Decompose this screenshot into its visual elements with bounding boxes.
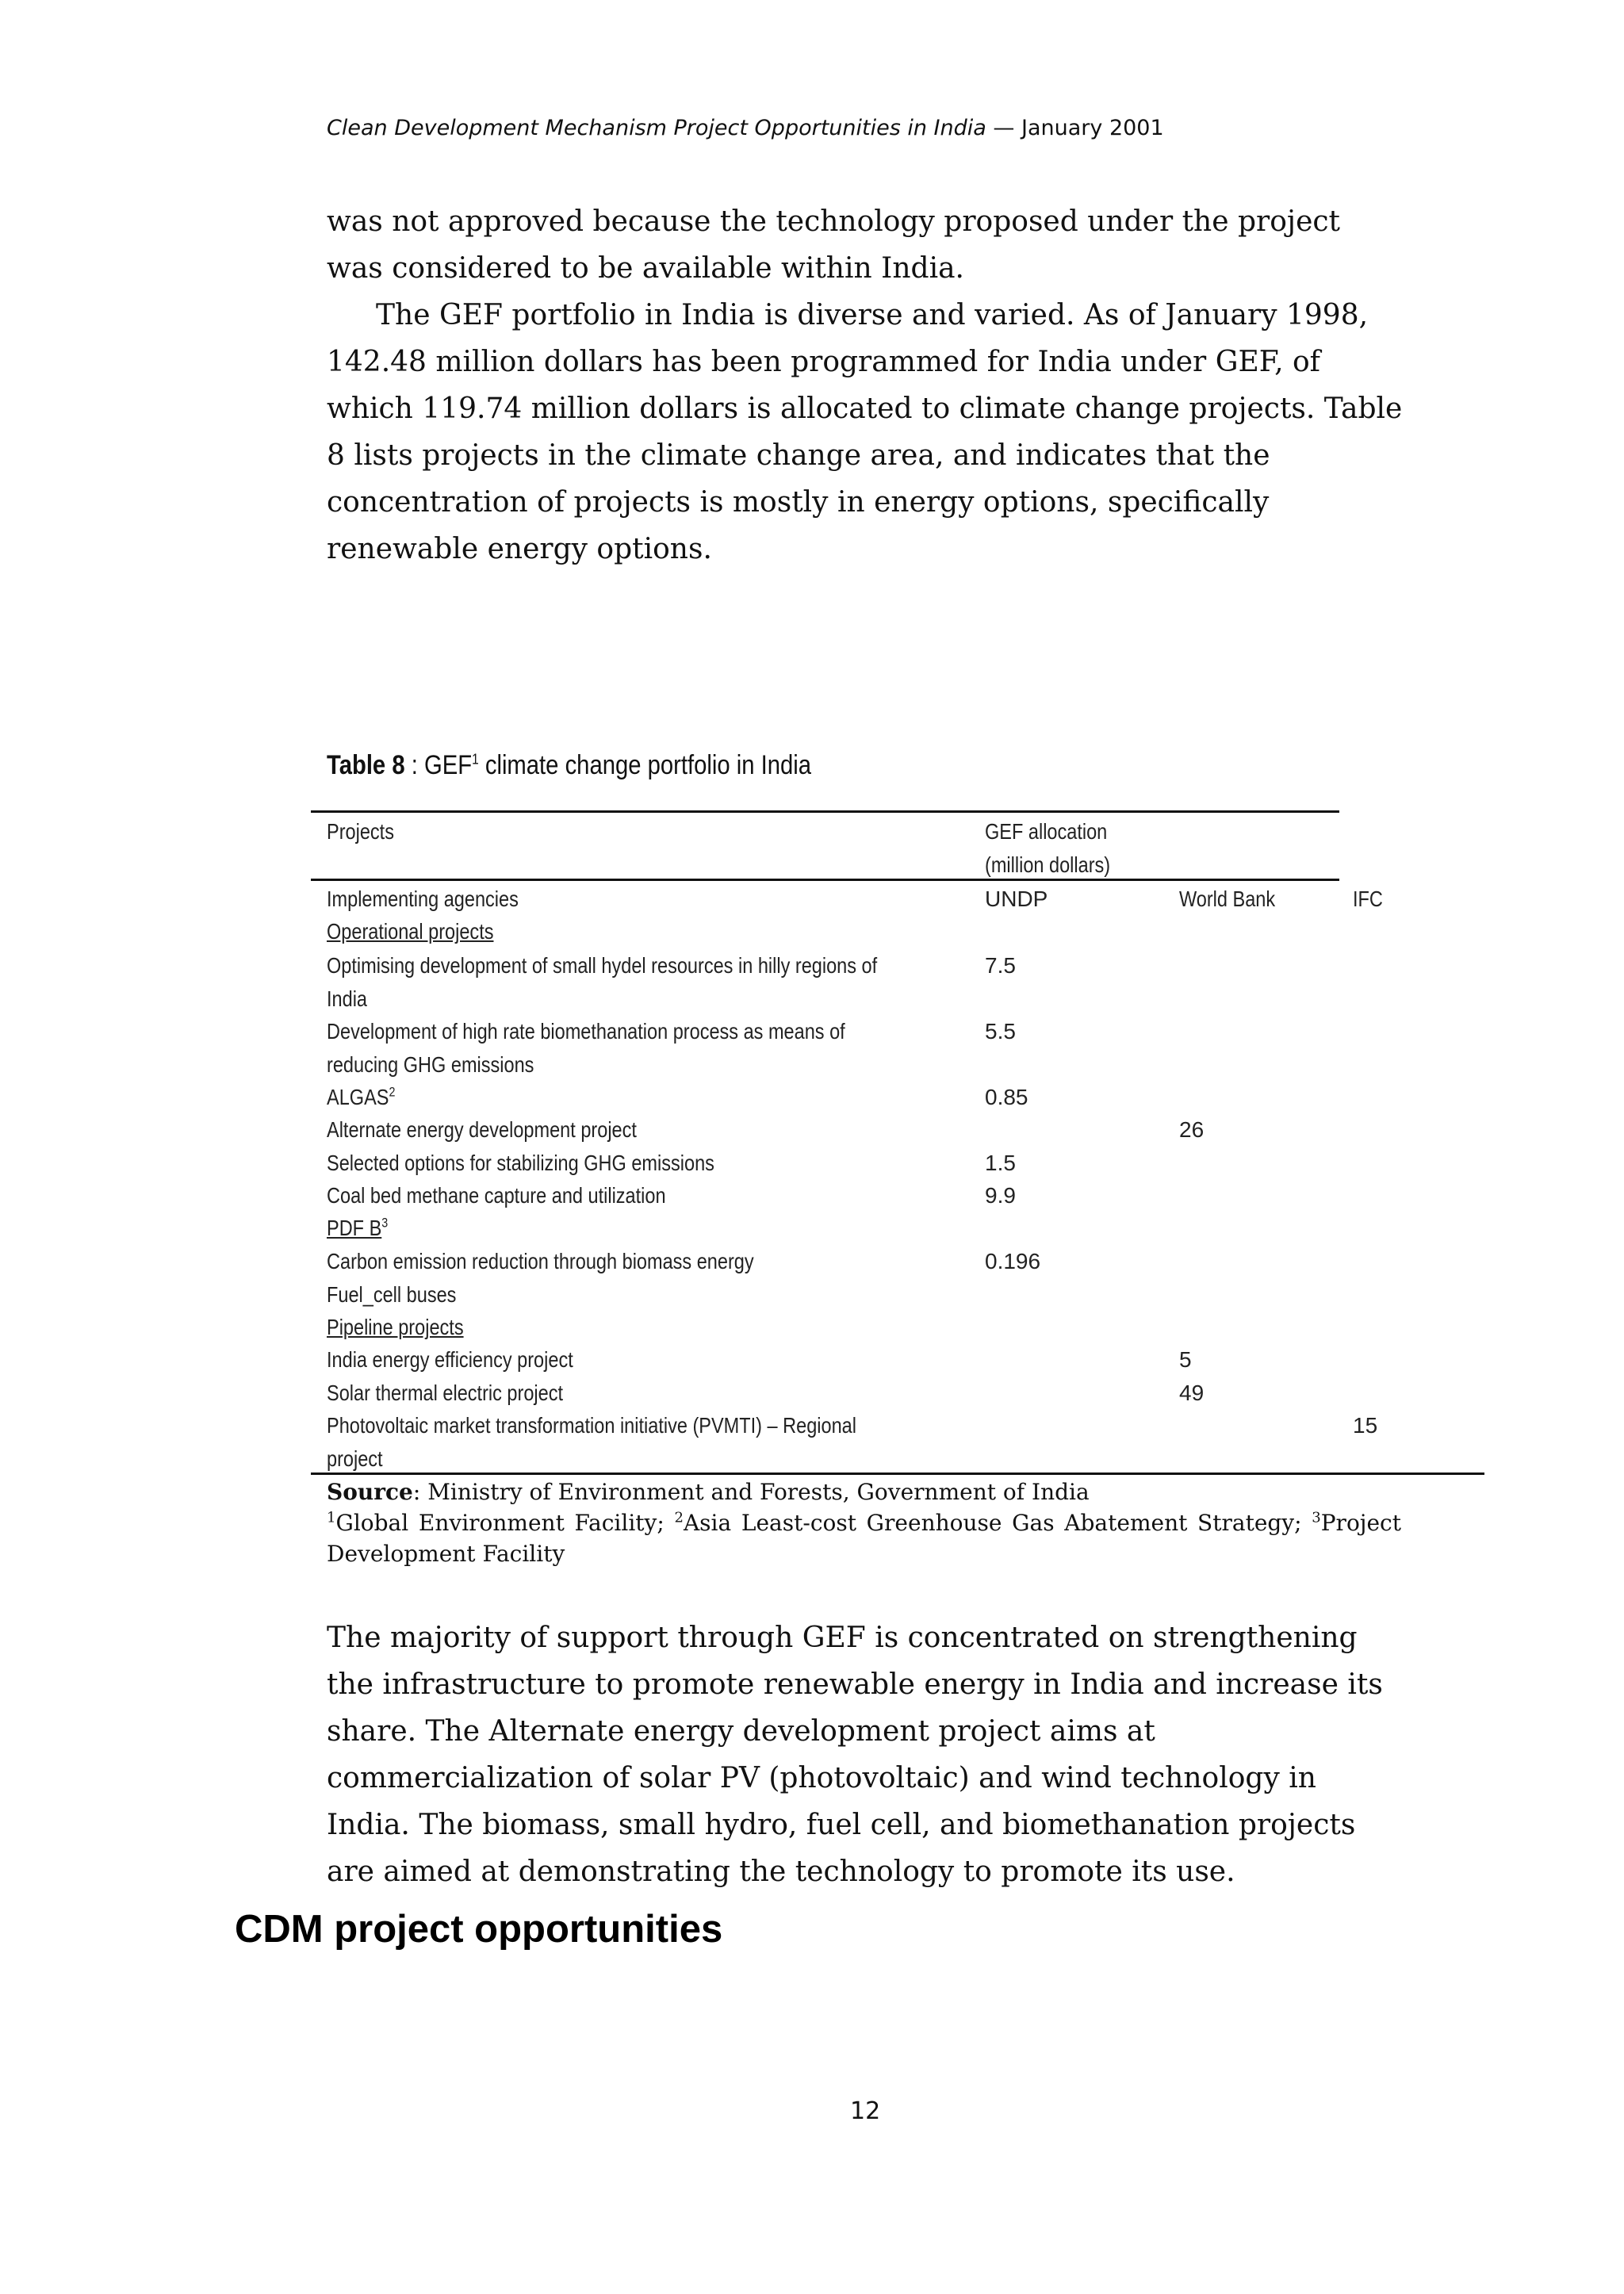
table-caption-text: climate change portfolio in India <box>478 750 812 780</box>
table-row-project: Selected options for stabilizing GHG emissions <box>327 1151 714 1175</box>
table-header-rule <box>311 879 1339 881</box>
undp-value: 7.5 <box>985 953 1016 978</box>
header-gef-allocation-line1: GEF allocation <box>985 819 1108 844</box>
footnote-marker-1: 1 <box>327 1509 336 1526</box>
footnote-1: Global Environment Facility; <box>335 1510 675 1536</box>
table-row-project: Carbon emission reduction through biomass energy <box>327 1249 754 1273</box>
agency-world-bank: World Bank <box>1179 887 1276 911</box>
section-pdf-b-label: PDF B <box>327 1216 382 1240</box>
agency-undp: UNDP <box>985 887 1048 911</box>
table-caption-separator: : <box>404 750 424 780</box>
footnote-3: Project Development Facility <box>327 1510 1401 1567</box>
project-name-line2: reducing GHG emissions <box>327 1052 534 1077</box>
running-header <box>327 116 1164 140</box>
undp-value: 0.196 <box>985 1249 1041 1273</box>
section-operational-projects: Operational projects <box>327 919 494 944</box>
table-caption-footnote-ref: 1 <box>472 751 479 768</box>
project-name-line2: India <box>327 986 368 1011</box>
footnote-marker-3: 3 <box>1312 1509 1321 1526</box>
source-line <box>327 1476 1401 1507</box>
undp-value: 1.5 <box>985 1151 1016 1175</box>
ifc-value: 15 <box>1353 1413 1378 1438</box>
header-projects: Projects <box>327 819 394 844</box>
source-text: : Ministry of Environment and Forests, Government of India <box>412 1479 1090 1505</box>
section-pdf-b <box>327 1212 993 1245</box>
project-name-line1: Optimising development of small hydel resources in hilly regions of <box>327 953 878 978</box>
table-row-project: Alternate energy development project <box>327 1117 637 1142</box>
project-name-line1: Development of high rate biomethanation process as means of <box>327 1019 845 1044</box>
agency-ifc: IFC <box>1353 887 1383 911</box>
world-bank-value: 26 <box>1179 1117 1205 1142</box>
undp-value: 0.85 <box>985 1085 1028 1109</box>
footnote-marker-2: 2 <box>674 1509 684 1526</box>
intro-paragraph-1: was not approved because the technology proposed under the project was considered to be available within India. <box>327 205 1341 285</box>
running-header-date: January 2001 <box>1021 116 1164 140</box>
table-caption-gef: GEF <box>423 750 473 780</box>
agencies-label: Implementing agencies <box>327 887 519 911</box>
undp-value: 9.9 <box>985 1183 1016 1208</box>
footnote-2: Asia Least-cost Greenhouse Gas Abatement Strategy; <box>683 1510 1312 1536</box>
undp-value: 5.5 <box>985 1019 1016 1044</box>
table-row-project: Solar thermal electric project <box>327 1381 564 1405</box>
footnote-ref: 2 <box>389 1084 396 1100</box>
header-gef-allocation-line2: (million dollars) <box>985 852 1111 877</box>
table-row-project <box>327 949 993 1016</box>
world-bank-value: 49 <box>1179 1381 1205 1405</box>
table-row-project <box>327 1409 993 1476</box>
table-caption <box>327 750 811 781</box>
table-row-project: Coal bed methane capture and utilization <box>327 1183 666 1208</box>
footnotes <box>327 1507 1401 1569</box>
table-caption-label: Table 8 <box>327 750 405 780</box>
running-header-separator: — <box>986 116 1021 140</box>
world-bank-value: 5 <box>1179 1347 1192 1372</box>
table-row-project: Fuel_cell buses <box>327 1282 457 1307</box>
section-pipeline-projects: Pipeline projects <box>327 1315 464 1339</box>
source-label: Source <box>327 1479 413 1505</box>
intro-paragraph-2: The GEF portfolio in India is diverse and varied. As of January 1998, 142.48 million dollars has been programmed for India under GEF, of which 119.74 million dollars is allocated to climate change projects. Table 8 lists projects in the climate change area, and indicates that the concentration of projects is mostly in energy options, specifically renewable energy options. <box>327 299 1403 565</box>
table-source-notes <box>327 1476 1401 1569</box>
table-row-project <box>327 1015 993 1082</box>
support-paragraph: The majority of support through GEF is concentrated on strengthening the infrastructure to promote renewable energy in India and increase its share. The Alternate energy development project aims at commercialization of solar PV (photovoltaic) and wind technology in India. The biomass, small hydro, fuel cell, and biomethanation projects are aimed at demonstrating the technology to promote its use. <box>327 1622 1383 1888</box>
intro-text <box>327 198 1405 573</box>
section-heading: CDM project opportunities <box>235 1908 723 1951</box>
project-name-line2: project <box>327 1446 383 1471</box>
project-name: ALGAS <box>327 1085 389 1109</box>
page-number: 12 <box>850 2097 881 2125</box>
running-title: Clean Development Mechanism Project Opportunities in India <box>327 116 986 140</box>
header-gef-allocation <box>985 815 1110 882</box>
table-top-rule <box>311 810 1339 813</box>
project-name-line1: Photovoltaic market transformation initiative (PVMTI) – Regional <box>327 1413 856 1438</box>
footnote-ref: 3 <box>381 1215 389 1231</box>
support-text <box>327 1614 1405 1895</box>
table-row-project <box>327 1081 993 1114</box>
table-row-project: India energy efficiency project <box>327 1347 573 1372</box>
